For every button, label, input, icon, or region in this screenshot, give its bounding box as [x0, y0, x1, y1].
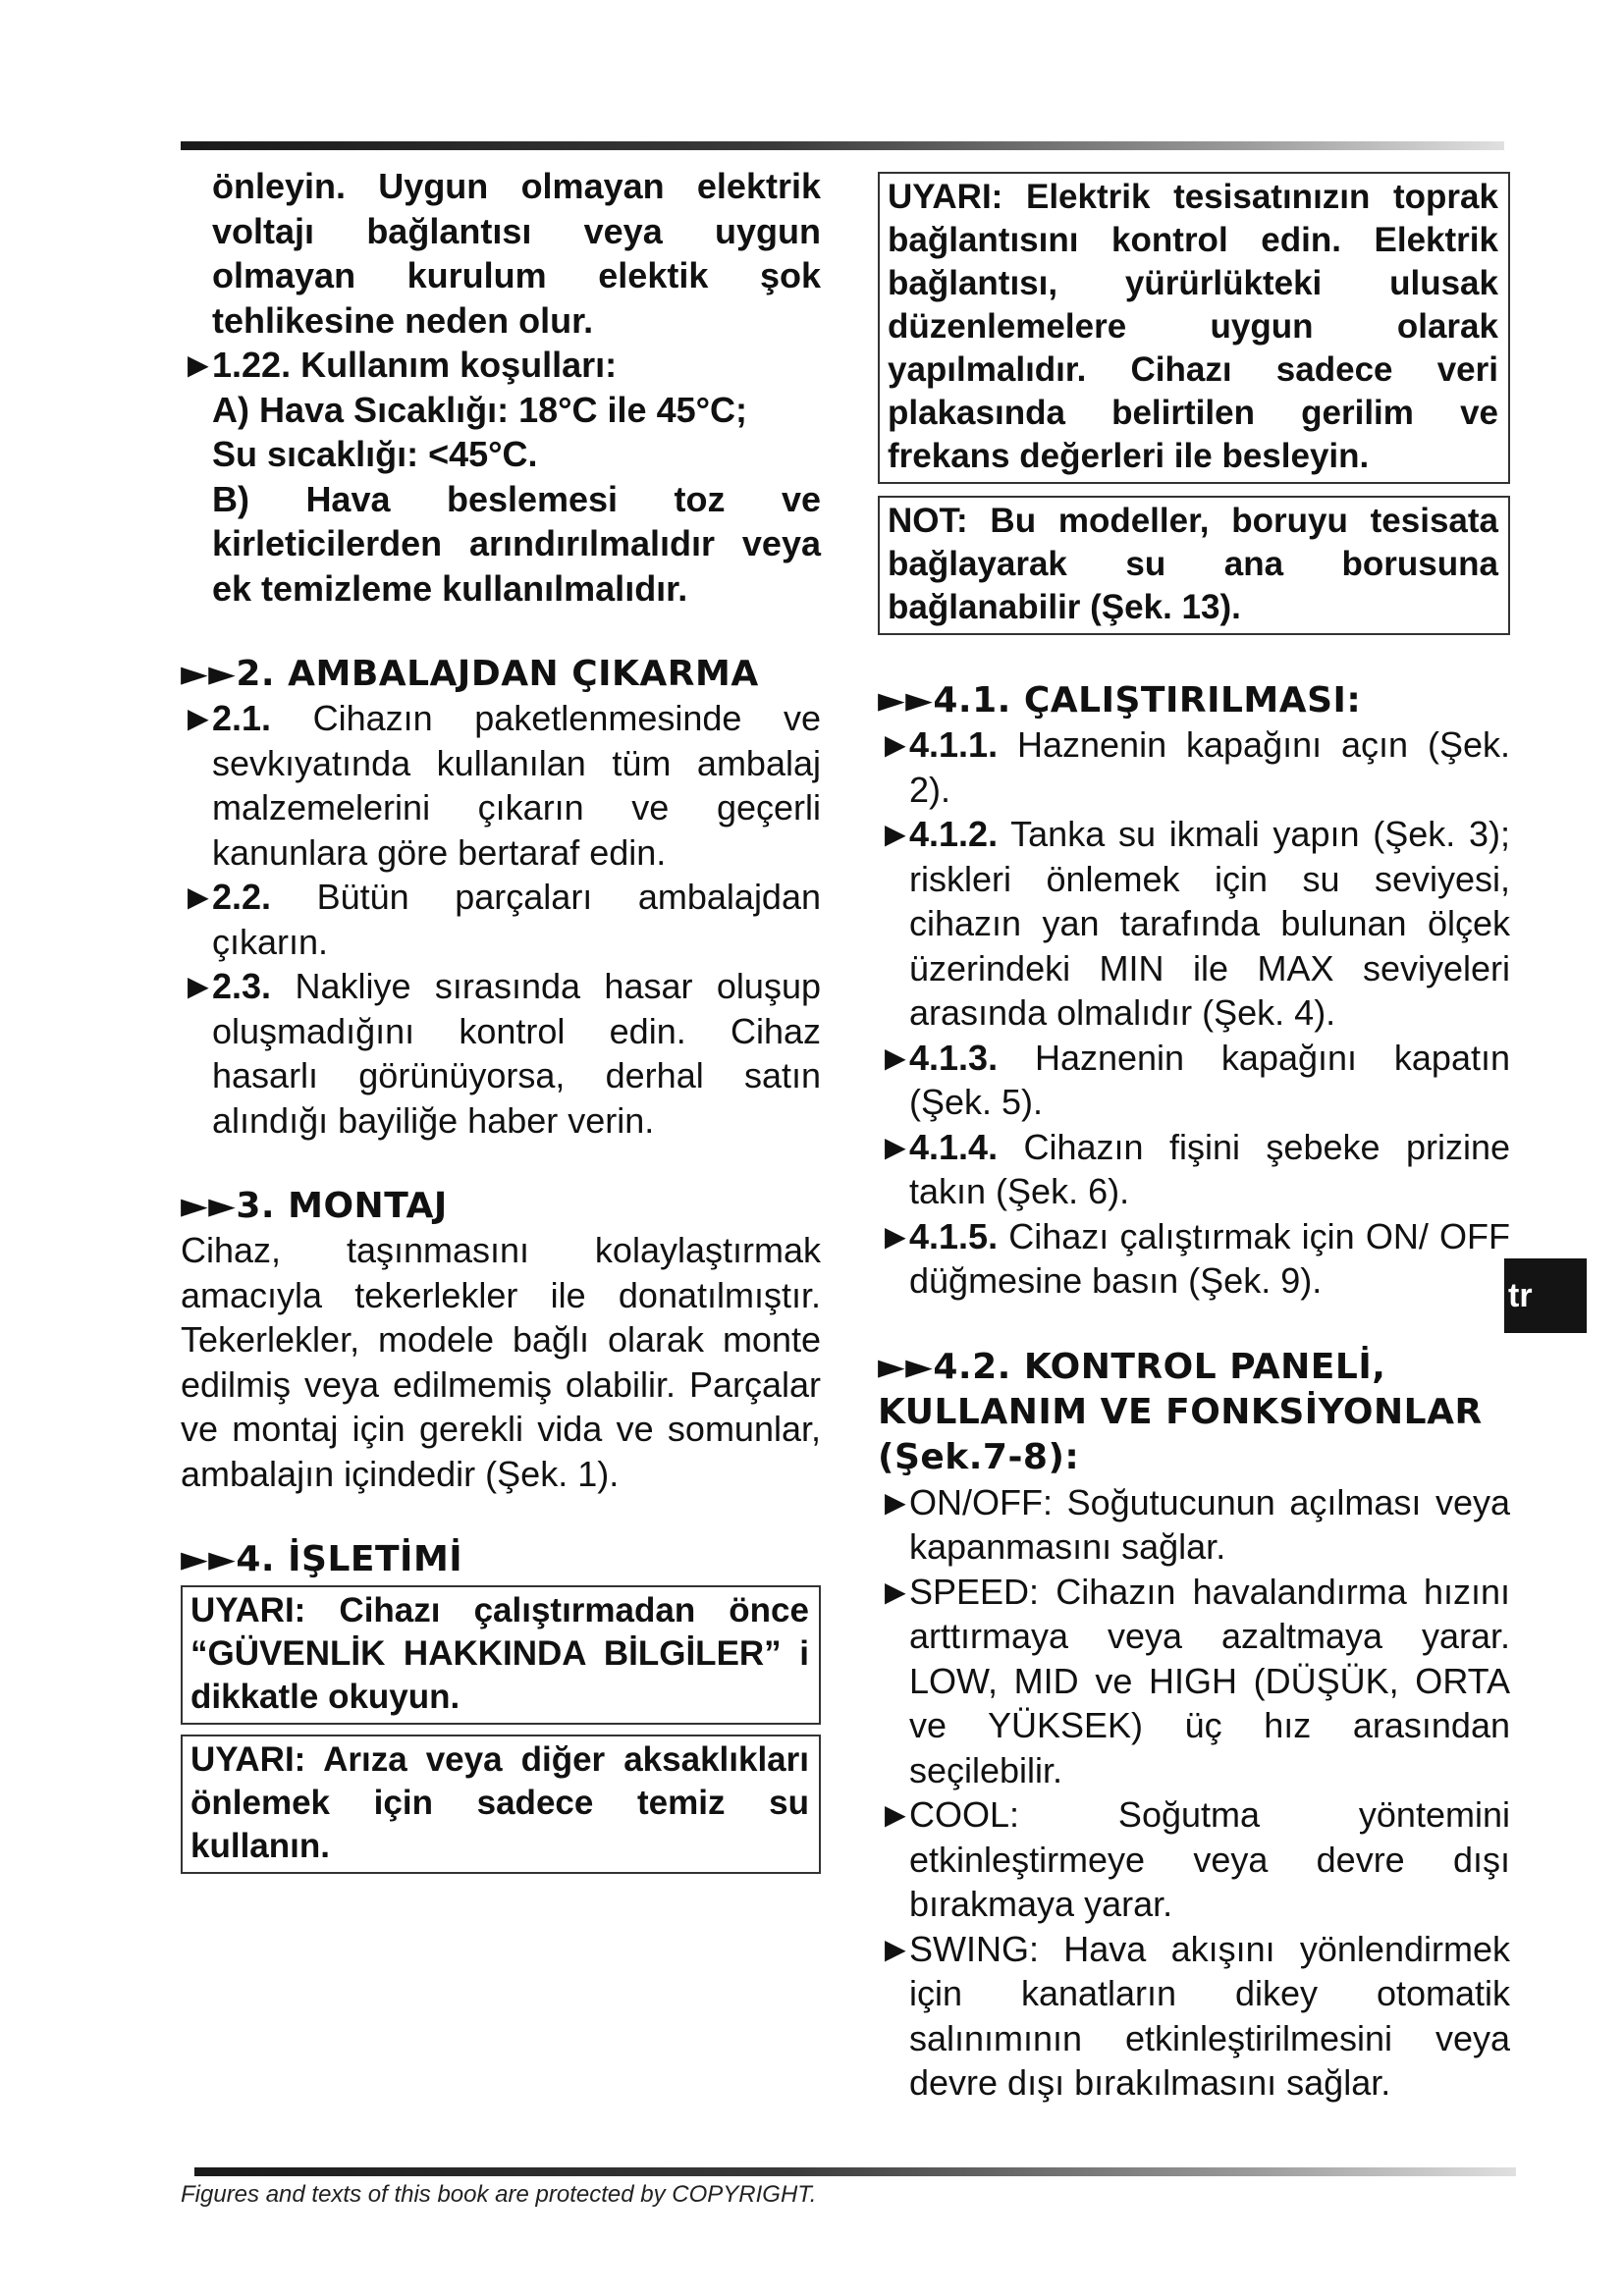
section-3-heading: ►►3. MONTAJ [181, 1186, 448, 1226]
arrow-icon: ► [878, 1481, 913, 1522]
montaj-paragraph: Cihaz, taşınmasını kolaylaştırmak amacıyla tekerlekler ile donatılmıştır. Tekerlekler, modele bağlı olarak monte edilmiş veya edilmemiş olabilir. Parçalar ve montaj için gerekli vida ve somunlar, ambalajın içindedir (Şek. 1). [181, 1230, 821, 1494]
arrow-icon: ► [878, 724, 913, 765]
arrow-icon: ► [181, 966, 216, 1006]
top-rule [181, 141, 1504, 150]
warning-box-1: UYARI: Cihazı çalıştırmadan önce “GÜVENLİK HAKKINDA BİLGİLER” i dikkatle okuyun. [181, 1585, 821, 1725]
item-4-1-5: ► 4.1.5. Cihazı çalıştırmak için ON/ OFF düğmesine basın (Şek. 9). [878, 1215, 1510, 1301]
double-arrow-icon: ►► [878, 1346, 934, 1387]
item-1-22-b: B) Hava beslemesi toz ve kirleticilerden arındırılmalıdır veya ek temizleme kullanılmalıdır. [212, 478, 821, 609]
double-arrow-icon: ►► [878, 680, 934, 721]
item-2-1: ► 2.1. Cihazın paketlenmesinde ve sevkıyatında kullanılan tüm ambalaj malzemelerini çıkarın ve geçerli kanunlara göre bertaraf edin. [181, 698, 821, 873]
item-4-1-4: ► 4.1.4. Cihazın fişini şebeke prizine takın (Şek. 6). [878, 1126, 1510, 1211]
right-column [878, 162, 1510, 2106]
double-arrow-icon: ►► [181, 1186, 237, 1226]
section-4-1-heading: ►►4.1. ÇALIŞTIRILMASI: [878, 680, 1362, 721]
language-tab: tr [1504, 1258, 1587, 1333]
function-cool: ► COOL: Soğutma yöntemini etkinleştirmeye veya devre dışı bırakmaya yarar. [878, 1794, 1510, 1924]
item-1-22-label: 1.22. Kullanım koşulları: [212, 345, 618, 385]
double-arrow-icon: ►► [181, 1539, 237, 1579]
item-1-22-a-line-1: A) Hava Sıcaklığı: 18°C ile 45°C; [212, 389, 748, 430]
arrow-icon: ► [878, 1037, 913, 1078]
arrow-icon: ► [878, 1126, 913, 1167]
arrow-icon: ► [878, 1215, 913, 1256]
item-4-1-1: ► 4.1.1. Haznenin kapağını açın (Şek. 2). [878, 724, 1510, 810]
intro-paragraph: önleyin. Uygun olmayan elektrik voltajı bağlantısı veya uygun olmayan kurulum elektik şok tehlikesine neden olur. [212, 166, 821, 341]
note-box-1: NOT: Bu modeller, boruyu tesisata bağlayarak su ana borusuna bağlanabilir (Şek. 13). [878, 496, 1510, 635]
section-4-heading: ►►4. İŞLETİMİ [181, 1539, 463, 1579]
copyright-footer: Figures and texts of this book are protected by COPYRIGHT. [181, 2181, 817, 2208]
arrow-icon: ► [878, 814, 913, 854]
arrow-icon: ► [181, 877, 216, 917]
section-2-heading: ►►2. AMBALAJDAN ÇIKARMA [181, 654, 759, 694]
function-swing: ► SWING: Hava akışını yönlendirmek için kanatların dikey otomatik salınımının etkinleştirilmesini veya devre dışı bırakılmasını sağlar. [878, 1928, 1510, 2103]
arrow-icon: ► [878, 1928, 913, 1969]
arrow-icon: ► [181, 345, 216, 385]
function-speed: ► SPEED: Cihazın havalandırma hızını arttırmaya veya azaltmaya yarar. LOW, MID ve HIGH (DÜŞÜK, ORTA ve YÜKSEK) üç hız arasından seçilebilir. [878, 1571, 1510, 1790]
bottom-rule [194, 2167, 1516, 2176]
function-on-off: ► ON/OFF: Soğutucunun açılması veya kapanmasını sağlar. [878, 1481, 1510, 1567]
item-4-1-2: ► 4.1.2. Tanka su ikmali yapın (Şek. 3); riskleri önlemek için su seviyesi, cihazın yan tarafında bulunan ölçek üzerindeki MIN ile MAX seviyeleri arasında olmalıdır (Şek. 4). [878, 814, 1510, 1033]
arrow-icon: ► [181, 698, 216, 738]
item-4-1-3: ► 4.1.3. Haznenin kapağını kapatın (Şek. 5). [878, 1037, 1510, 1122]
arrow-icon: ► [878, 1571, 913, 1612]
left-column [181, 162, 821, 1874]
item-2-2: ► 2.2. Bütün parçaları ambalajdan çıkarın. [181, 877, 821, 962]
item-1-22-a-line-2: Su sıcaklığı: <45°C. [212, 434, 538, 474]
arrow-icon: ► [878, 1794, 913, 1835]
double-arrow-icon: ►► [181, 654, 237, 694]
warning-box-2: UYARI: Arıza veya diğer aksaklıkları önlemek için sadece temiz su kullanın. [181, 1735, 821, 1874]
item-1-22 [181, 343, 821, 388]
warning-box-3: UYARI: Elektrik tesisatınızın toprak bağlantısını kontrol edin. Elektrik bağlantısı, yürürlükteki ulusak düzenlemelere uygun olarak yapılmalıdır. Cihazı sadece veri plakasında belirtilen gerilim ve frekans değerleri ile besleyin. [878, 172, 1510, 484]
item-2-3: ► 2.3. Nakliye sırasında hasar oluşup oluşmadığını kontrol edin. Cihaz hasarlı görünüyorsa, derhal satın alındığı bayiliğe haber verin. [181, 966, 821, 1141]
section-4-2-heading: ►►4.2. KONTROL PANELİ, KULLANIM VE FONKSİYONLAR (Şek.7-8): [878, 1346, 1483, 1477]
